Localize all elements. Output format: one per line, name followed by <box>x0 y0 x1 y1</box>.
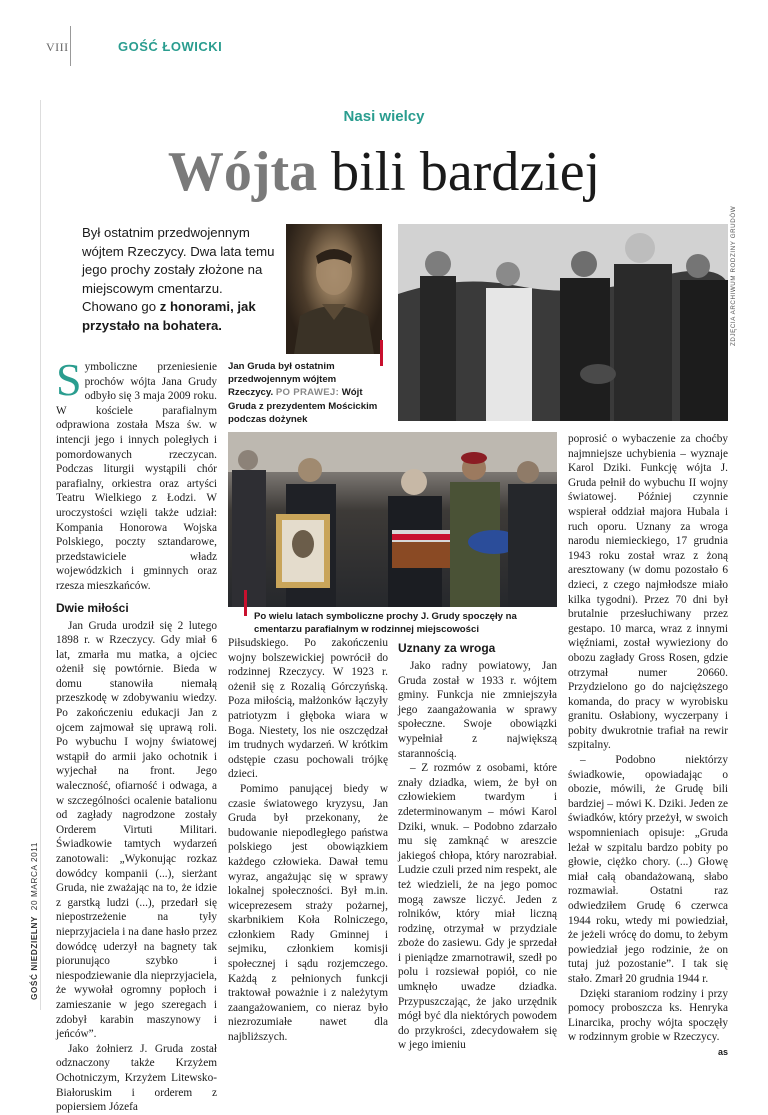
portrait-photo <box>286 224 382 354</box>
portrait-caption <box>228 360 378 426</box>
article-column-3 <box>398 640 557 1053</box>
header-divider <box>70 26 71 66</box>
paragraph: Jako żołnierz J. Gruda został odznaczony także Krzyżem Ochotniczym, Krzyżem Litewsko-Białoruskim i orderem z popiersiem Józefa <box>56 1042 217 1114</box>
article-column-4 <box>568 432 728 1060</box>
paragraph: Jako radny powiatowy, Jan Gruda został w 1933 r. wójtem gminy. Funkcja nie zmniejszyła jego zaangażowania w sprawy społeczne. Swoje obowiązki wypełniał z największą starannością. <box>398 660 557 760</box>
ceremony-caption: Po wielu latach symboliczne prochy J. Grudy spoczęły na cmentarzu parafialnym w rodzinnej miejscowości <box>254 611 517 636</box>
subheading: Dwie miłości <box>56 600 129 615</box>
paragraph: Pomimo panującej biedy w czasie światowego kryzysu, Jan Gruda był przekonany, że budowanie niepodległego państwa polskiego jest obowiązkiem każdego człowieka. Dawał temu wyraz, angażując się w sprawy lokalnej społeczności. Był m.in. wiceprezesem straży pożarnej, skarbnikiem Koła Rolniczego, członkiem Rady Gminnej i sejmiku, członkiem komisji społecznej i sądu rozjemczego. Każdą z pełnionych funkcji traktował poważnie i z należytym zaangażowaniem, co nieraz było niezrozumiałe nawet dla najbliższych. <box>228 782 388 1044</box>
magazine-name: GOŚĆ NIEDZIELNY <box>30 915 39 1000</box>
caption-marker-2 <box>244 590 247 616</box>
side-divider <box>40 100 41 1010</box>
headline <box>0 140 768 204</box>
headline-rest: bili bardziej <box>331 141 601 203</box>
paragraph: Dzięki staraniom rodziny i przy pomocy proboszcza ks. Henryka Linarcika, prochy wójta spoczęły w rodzinnym grobie w Rzeczycy. as <box>568 987 728 1045</box>
paragraph: – Z rozmów z osobami, które znały dziadka, wiem, że był on człowiekiem twardym i zdeterminowanym – mówi Karol Dziki, wnuk. – Podobno zdarzało mu się zamknąć w areszcie jakiegoś chłopa, który narozrabiał. Ludzie czuli przed nim respekt, ale też wiedzieli, że na jego pomoc mogą zawsze liczyć. Jeden z rolników, który miał liczną rodzinę, otrzymał w przydziale zboże do zasiewu. Gdy je sprzedał i pieniądze zmarnotrawił, szedł po polu i rozsiewał popiół, co nie umknęło uwadze dziadka. Przypuszczając, że jako urzędnik mógł być dla niektórych powodem do przykrości, zdecydowałem się w jego imieniu <box>398 762 557 1052</box>
paragraph: poprosić o wybaczenie za choćby najmniejsze uchybienia – wyznaje Karol Dziki. Funkcję wójta J. Gruda pełnił do wybuchu II wojny światowej. Później czynnie wspierał oddział majora Hubala i ruch oporu. Uznany za wroga narodu niemieckiego, 17 grudnia 1943 roku został wraz z żoną aresztowany (w domu pozostało 6 dzieci, z czego najmłodsze miało kilka tygodni). Przez 70 dni był brutalnie przesłuchiwany przez gestapo. 10 marca, wraz z innymi więźniami, został wywieziony do obozu zagłady Gross Rosen, gdzie otrzymał numer 20660. Przydzielono go do najcięższego komanda, do pracy w wyrobisku granitu. Osłabiony, wyczerpany i pobity dwukrotnie trafiał na rewir szpitalny. <box>568 433 728 752</box>
article-column-1 <box>56 354 217 1115</box>
portrait-caption-text2: Wójt Gruda z prezydentem Mościckim podczas dożynek <box>228 387 378 425</box>
lead-bold: z honorami, jak przystało na bohatera. <box>82 299 256 333</box>
paragraph: Jan Gruda urodził się 2 lutego 1898 r. w Rzeczycy. Gdy miał 6 lat, zmarła mu matka, a ojciec ożenił się powtórnie. Bieda w domu stanowiła niemałą przeszkodę w zdobywaniu wiedzy. Po zakończeniu edukacji Jan z ojcem zajmował się uprawą roli. Po wybuchu I wojny światowej wstąpił do armii jako ochotnik i wyjechał na front. Jego waleczność, ofiarność i odwaga, a w szczególności ocalenie batalionu od zagłady nagrodzone zostały Orderem Virtuti Militari. Świadkowie tamtych wydarzeń zanotowali: „Wykonując rozkaz dowódcy kompanii (...), sierżant Gruda, nie zważając na to, że idzie z garstką ludzi (...), przedarł się niepostrzeżenie na tyły nieprzyjaciela i na dane hasło przez dowódcę uderzył na bagnety tak piorunująco szybko i niespodziewanie dla nieprzyjaciela, że wywołał ogromny popłoch i zamieszanie w jego szeregach i zdobył karabin maszynowy i jeńców”. <box>56 619 217 1041</box>
paragraph: – Podobno niektórzy świadkowie, opowiadając o obozie, mówili, że Grudę bili bardziej – mówi K. Dziki. Jeden ze świadków, który przeżył, w swoich wspomnieniach opisuje: „Gruda leżał w szpitalu bardzo pobity po głowie, ciężko chory. (...) Głowę miał całą obandażowaną, słabo rozmawiał. Ostatni raz odwiedziłem Grudę 6 czerwca 1944 roku, wtedy mi powiedział, że jeżeli wrócę do domu, to żebym powiedział jego rodzinie, że on tutaj już pozostanie”. I tak się stało. Zmarł 20 grudnia 1944 r. <box>568 754 728 985</box>
issue-date: 20 MARCA 2011 <box>30 842 39 911</box>
author-signature: as <box>717 1046 728 1057</box>
drop-cap: S <box>56 354 82 405</box>
page-number: VIII <box>46 40 69 54</box>
president-photo <box>398 224 728 421</box>
photo-credit: ZDJĘCIA ARCHIWUM RODZINY GRUDÓW <box>730 205 737 346</box>
issue-footer <box>30 842 40 1010</box>
lead-paragraph <box>82 224 282 336</box>
caption-tag: PO PRAWEJ: <box>275 387 340 399</box>
headline-emphasis: Wójta <box>167 141 318 203</box>
caption-marker <box>380 340 383 366</box>
portrait-caption-text: Jan Gruda był ostatnim przedwojennym wójtem Rzeczycy. <box>228 361 337 399</box>
section-title: GOŚĆ ŁOWICKI <box>118 39 223 54</box>
kicker: Nasi wielcy <box>343 108 425 125</box>
lead-plain: Był ostatnim przedwojennym wójtem Rzeczycy. Dwa lata temu jego prochy zostały złożone na miejscowym cmentarzu. Chowano go <box>82 225 275 315</box>
subheading: Uznany za wroga <box>398 641 496 655</box>
paragraph: Symboliczne przeniesienie prochów wójta Jana Grudy odbyło się 3 maja 2009 roku. W kościele parafialnym odprawiona została Msza św. w intencji jego i innych poległych i pomordowanych rzeczycan. Podczas liturgii wystąpili chór parafialny, orkiestra oraz artyści Teatru Wielkiego z Łodzi. W uroczystości wzięli także udział: Kompania Honorowa Wojska Polskiego, poczty sztandarowe, przedstawiciele władz wojewódzkich i gminnych oraz rzesza mieszkańców. <box>56 354 217 592</box>
ceremony-photo <box>228 432 557 607</box>
paragraph: Piłsudskiego. Po zakończeniu wojny bolszewickiej powrócił do rodzinnej Rzeczycy. W 1923 r. ożenił się z Rozalią Górczyńską. Poza miłością, małżonków łączyły patriotyzm i głęboka wiara w Boga. Niestety, los nie oszczędzał im trudnych wydarzeń. W krótkim odstępie czasu pochowali trójkę dzieci. <box>228 637 388 781</box>
article-column-2 <box>228 636 388 1045</box>
